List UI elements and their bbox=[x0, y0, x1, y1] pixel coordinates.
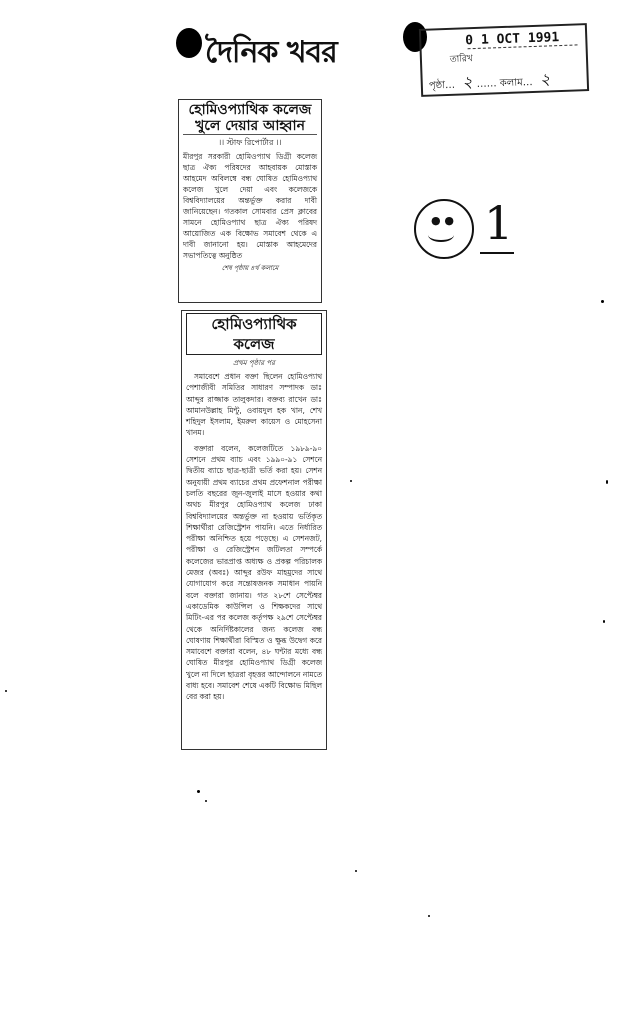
stamp-column-label: কলাম bbox=[499, 77, 523, 90]
stamp-page-column-row: পৃষ্ঠা… ২ …… কলাম… ২ bbox=[428, 69, 551, 92]
scan-speck bbox=[603, 620, 605, 623]
scan-speck bbox=[205, 800, 207, 802]
stamp-page-label: পৃষ্ঠা bbox=[428, 80, 446, 92]
newspaper-masthead: দৈনিক খবর bbox=[205, 35, 337, 70]
scan-speck bbox=[350, 480, 352, 482]
clip2-paragraph: সমাবেশে প্রধান বক্তা ছিলেন হোমিওপ্যাথ পেশাজীবী সমিতির সাধারণ সম্পাদক ডাঃ আব্দুর রাজ্জাক তালুকদার। বক্তব্য রাখেন ডাঃ আমানউল্লাহ মিন্টু, ওবায়দুল হক খান, শেখ শহিদুল ইসলাম, ইমরুল কায়েস ও মোহসেনা খানম। bbox=[186, 372, 322, 438]
clip1-byline: ।। স্টাফ রিপোর্টার ।। bbox=[218, 138, 282, 147]
scan-speck bbox=[428, 915, 430, 917]
clip2-paragraph: বক্তারা বলেন, কলেজটিতে ১৯৮৯-৯০ সেশনে প্রথম ব্যাচ এবং ১৯৯০-৯১ সেশনে দ্বিতীয় ব্যাচে ছাত্র-ছাত্রী ভর্তি করা হয়। সেশন অনুযায়ী প্রথম ব্যাচের প্রথম প্রফেশনাল পরীক্ষা চলতি বছরের জুন-জুলাই মাসে হওয়ার কথা অথচ মীরপুর হোমিওপ্যাথ কলেজ ঢাকা বিশ্ববিদ্যালয়ের অন্তর্ভুক্ত না হওয়ায় ভর্তিকৃত শিক্ষার্থীরা রেজিস্ট্রেশন পায়নি। এতে নির্ধারিত পরীক্ষা অনিশ্চিত হয়ে পড়েছে। এ সেশনজট, পরীক্ষা ও রেজিস্ট্রেশন জটিলতা সম্পর্কে কলেজের ভারপ্রাপ্ত অধ্যক্ষ ও প্রকল্প পরিচালক মেজর (অবঃ) আব্দুর রউফ মাহমুদের সাথে যোগাযোগ করে সন্তোষজনক সমাধান পায়নি বলে বক্তারা জানায়। গত ২৮শে সেপ্টেম্বর একাডেমিক কাউন্সিল ও শিক্ষকদের সাথে মিটিং-এর পর কলেজ কর্তৃপক্ষ ২৯শে সেপ্টেম্বর থেকে অনির্দিষ্টকালের জন্য কলেজ বন্ধ ঘোষণায় শিক্ষার্থীরা বিস্মিত ও ক্ষুব্ধ উদ্বেগ করে সমাবেশে বক্তারা বলেন, ৪৮ ঘন্টার মধ্যে বন্ধ ঘোষিত মীরপুর হোমিওপ্যাথ ডিগ্রী কলেজ খুলে না দিলে ছাত্ররা বৃহত্তর আন্দোলনে নামতে বাধ্য হবে। সমাবেশ শেষে একটি বিক্ষোভ মিছিল বের করা হয়। bbox=[186, 443, 322, 702]
scan-speck bbox=[606, 480, 608, 484]
clip1-continued-note: শেষ পৃষ্ঠায় ৪র্থ কলামে bbox=[221, 264, 279, 272]
clip2-headline: হোমিওপ্যাথিক কলেজ bbox=[186, 313, 322, 355]
clipping-date-stamp bbox=[419, 23, 589, 97]
doodle-mouth bbox=[428, 228, 454, 242]
scan-speck bbox=[5, 690, 7, 692]
doodle-eyes: ● ● bbox=[431, 214, 455, 227]
ink-blot bbox=[176, 28, 202, 58]
clip2-body bbox=[186, 371, 322, 703]
page-number-underline bbox=[480, 252, 514, 254]
clip1-headline: হোমিওপ্যাথিক কলেজ খুলে দেয়ার আহ্বান bbox=[183, 102, 317, 135]
clip2-subline: প্রথম পৃষ্ঠার পর bbox=[233, 359, 275, 367]
clip1-body: মীরপুর সরকারী হোমিওপ্যাথ ডিগ্রী কলেজ ছাত্র ঐক্য পরিষদের আহবায়ক মোস্তাক আহমেদ অবিলম্বে বন্ধ ঘোষিত হোমিওপ্যাথ কলেজ খুলে দেয়া এবং কলেজকে বিশ্ববিদ্যালয়ের অন্তর্ভুক্ত করার দাবী জানিয়েছেন। গতকাল সোমবার প্রেস ক্লাবের সামনে হোমিওপ্যাথ ছাত্র ঐক্য পরিষদ আয়োজিত এক বিক্ষোভ সমাবেশ থেকে এ দাবী জানানো হয়। মোস্তাক আহমেদের সভাপতিত্বে অনুষ্ঠিত bbox=[183, 152, 317, 260]
scan-speck bbox=[197, 790, 200, 793]
scan-speck bbox=[601, 300, 604, 303]
news-clipping-front bbox=[178, 99, 322, 303]
news-clipping-continuation bbox=[181, 310, 327, 750]
handwritten-face-doodle bbox=[414, 199, 474, 259]
scan-speck bbox=[355, 870, 357, 872]
stamp-column-value: ২ bbox=[539, 69, 551, 89]
stamp-date-label: তারিখ bbox=[449, 54, 473, 65]
stamp-page-value: ২ bbox=[461, 72, 473, 92]
handwritten-page-number: 1 bbox=[484, 196, 514, 250]
stamp-date: 0 1 OCT 1991 bbox=[465, 30, 560, 49]
